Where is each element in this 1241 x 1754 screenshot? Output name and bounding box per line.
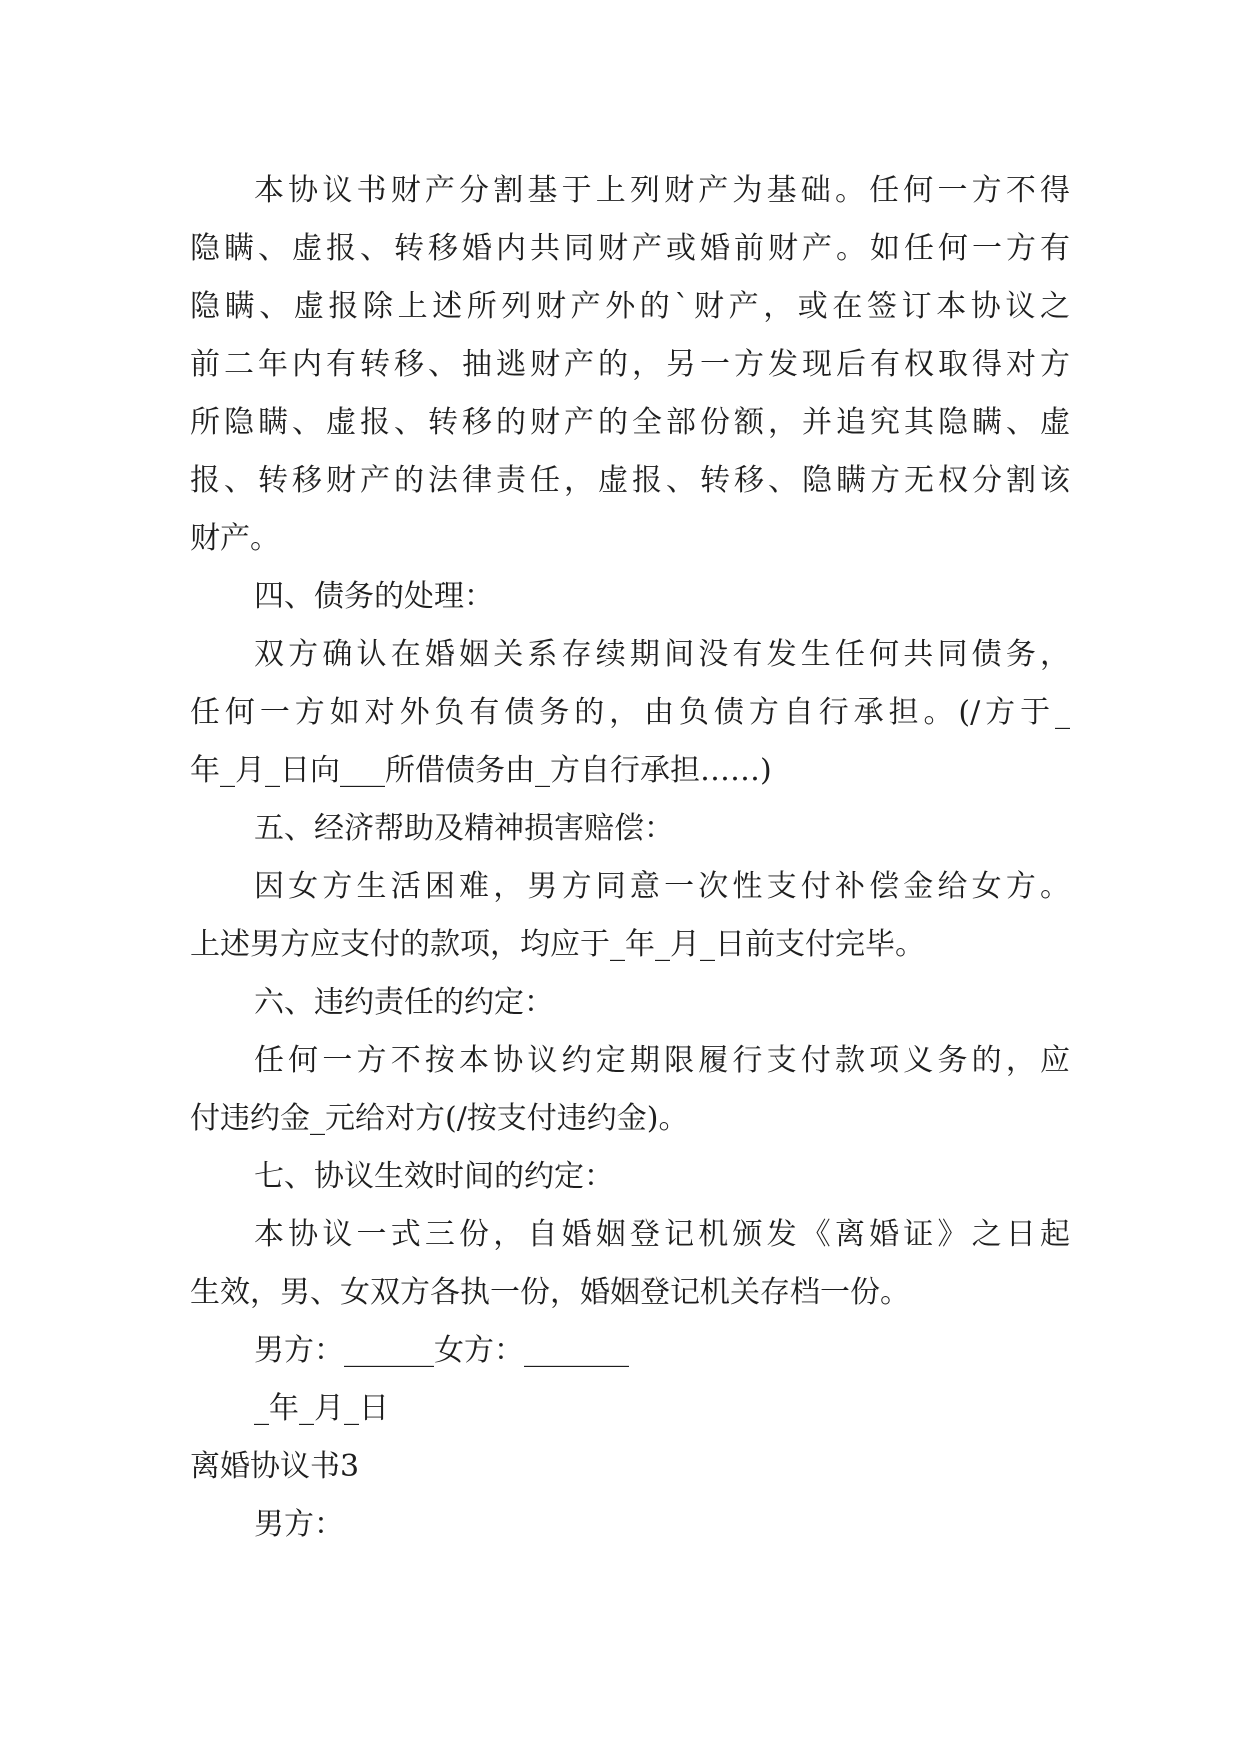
paragraph-line: 所隐瞒、虚报、转移的财产的全部份额，并追究其隐瞒、虚 — [190, 405, 1070, 440]
date-line: _年_月_日 — [254, 1391, 389, 1426]
paragraph-line: 前二年内有转移、抽逃财产的，另一方发现后有权取得对方 — [190, 347, 1070, 382]
paragraph-line: 付违约金_元给对方(/按支付违约金)。 — [190, 1101, 689, 1136]
paragraph-line: 隐瞒、虚报、转移婚内共同财产或婚前财产。如任何一方有 — [190, 231, 1070, 266]
paragraph-line: 本协议书财产分割基于上列财产为基础。任何一方不得 — [254, 173, 1070, 208]
section-heading-breach: 六、违约责任的约定： — [254, 985, 554, 1020]
document-title: 离婚协议书3 — [190, 1449, 360, 1484]
paragraph-line: 任何一方不按本协议约定期限履行支付款项义务的，应 — [254, 1043, 1070, 1078]
paragraph-line: 年_月_日向___所借债务由_方自行承担……) — [190, 753, 772, 788]
party-label: 男方： — [254, 1507, 344, 1542]
section-heading-debts: 四、债务的处理： — [254, 579, 494, 614]
document-body — [190, 162, 1070, 1554]
paragraph-line: 财产。 — [190, 521, 280, 556]
section-heading-compensation: 五、经济帮助及精神损害赔偿： — [254, 811, 674, 846]
paragraph-line: 因女方生活困难，男方同意一次性支付补偿金给女方。 — [254, 869, 1070, 904]
section-heading-effective: 七、协议生效时间的约定： — [254, 1159, 614, 1194]
paragraph-line: 上述男方应支付的款项，均应于_年_月_日前支付完毕。 — [190, 927, 925, 962]
paragraph-line: 隐瞒、虚报除上述所列财产外的`财产，或在签订本协议之 — [190, 289, 1070, 324]
paragraph-line: 生效，男、女双方各执一份，婚姻登记机关存档一份。 — [190, 1275, 910, 1310]
paragraph-line: 报、转移财产的法律责任，虚报、转移、隐瞒方无权分割该 — [190, 463, 1070, 498]
paragraph-line: 双方确认在婚姻关系存续期间没有发生任何共同债务， — [254, 637, 1070, 672]
signature-line: 男方：______女方：_______ — [254, 1333, 629, 1368]
paragraph-line: 任何一方如对外负有债务的，由负债方自行承担。(/方于_ — [190, 695, 1070, 730]
paragraph-line: 本协议一式三份，自婚姻登记机颁发《离婚证》之日起 — [254, 1217, 1070, 1252]
